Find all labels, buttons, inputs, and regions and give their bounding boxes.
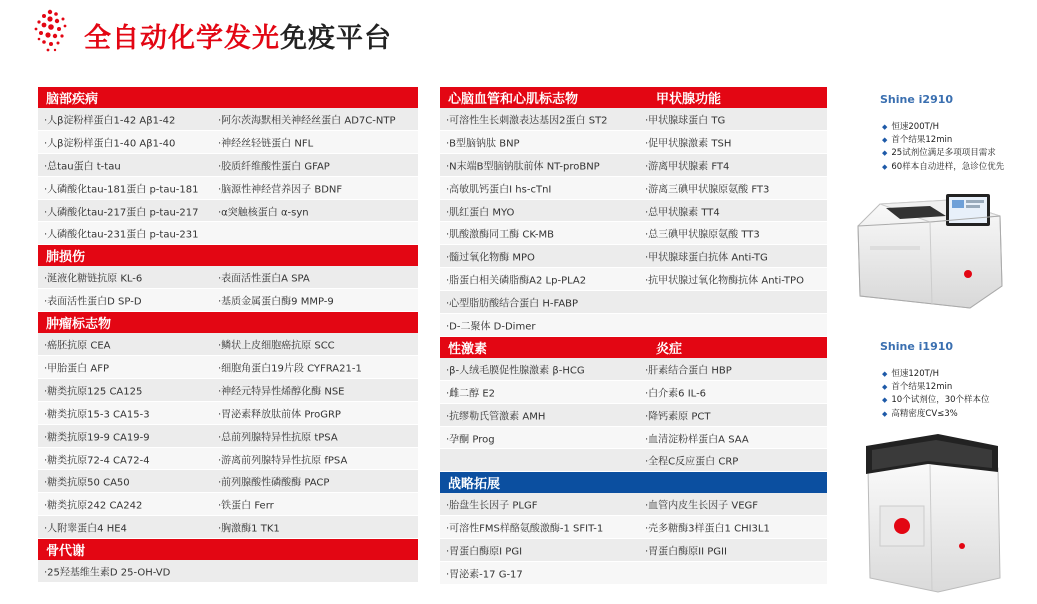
section-header: [38, 245, 418, 266]
test-item: ·游离甲状腺素 FT4: [645, 161, 730, 173]
table-row: [38, 222, 418, 245]
test-item: ·糖类抗原125 CA125: [44, 386, 143, 398]
feature-item: ◆ 高精密度CV≤3%: [882, 408, 958, 419]
section-title: 肺损伤: [46, 250, 86, 266]
table-row: [38, 402, 418, 425]
table-row: [440, 427, 827, 450]
table-row: [440, 562, 827, 585]
test-item: ·全程C反应蛋白 CRP: [645, 456, 739, 468]
table-row: [440, 131, 827, 154]
test-item: ·促甲状腺激素 TSH: [645, 138, 732, 150]
diamond-bullet-icon: ◆: [882, 370, 888, 378]
table-row: [440, 177, 827, 200]
test-item: ·髓过氧化物酶 MPO: [446, 252, 535, 264]
diamond-bullet-icon: ◆: [882, 383, 888, 392]
test-item: ·25羟基维生素D 25-OH-VD: [44, 567, 171, 579]
table-row: [440, 404, 827, 427]
test-item: ·人β淀粉样蛋白1-42 Aβ1-42: [44, 115, 176, 127]
table-row: [38, 448, 418, 471]
test-item: ·高敏肌钙蛋白I hs-cTnI: [446, 184, 552, 196]
section-header: [440, 472, 827, 493]
middle-test-menu: [440, 87, 827, 585]
test-item: ·胸激酶1 TK1: [218, 523, 280, 535]
diamond-bullet-icon: ◆: [882, 149, 888, 158]
product-name: Shine i1910: [880, 340, 954, 353]
table-row: [38, 493, 418, 516]
table-row: [38, 560, 418, 583]
title-red-part: 全自动化学发光: [84, 23, 280, 54]
test-item: ·脂蛋白相关磷脂酶A2 Lp-PLA2: [446, 275, 587, 287]
feature-item: ◆ 60样本自动进样，急诊位优先: [882, 161, 1005, 172]
analyzer-i2910-image: [850, 186, 1010, 314]
diamond-bullet-icon: ◆: [882, 123, 888, 131]
table-row: [440, 493, 827, 516]
test-item: ·胃蛋白酶原I PGI: [446, 546, 523, 558]
feature-item: ◆ 25试剂位满足多项项目需求: [882, 148, 996, 159]
table-row: [440, 381, 827, 404]
test-item: ·表面活性蛋白A SPA: [218, 273, 310, 285]
section-title: 战略拓展: [448, 477, 501, 493]
section-title: 脑部疾病: [46, 92, 99, 107]
test-item: ·糖类抗原15-3 CA15-3: [44, 409, 150, 421]
table-row: [440, 200, 827, 223]
feature-item: ◆ 恒速200T/H: [882, 122, 940, 132]
test-item: ·总tau蛋白 t-tau: [44, 161, 121, 173]
table-row: [440, 516, 827, 539]
table-row: [38, 266, 418, 289]
table-row: [440, 314, 827, 337]
test-item: ·降钙素原 PCT: [645, 411, 711, 423]
test-item: ·血清淀粉样蛋白A SAA: [645, 434, 749, 446]
test-item: ·甲胎蛋白 AFP: [44, 363, 109, 375]
section-header: [440, 87, 827, 108]
section-header: [440, 337, 827, 358]
test-item: ·肌酸激酶同工酶 CK-MB: [446, 229, 554, 241]
test-item: ·可溶性FMS样酪氨酸激酶-1 SFIT-1: [446, 523, 604, 535]
test-item: ·胃泌素释放肽前体 ProGRP: [218, 409, 341, 421]
test-item: ·人磷酸化tau-231蛋白 p-tau-231: [44, 229, 199, 241]
test-item: ·B型脑钠肽 BNP: [446, 138, 520, 150]
table-row: [38, 131, 418, 154]
table-row: [440, 222, 827, 245]
feature-item: ◆ 首个结果12min: [882, 382, 953, 393]
test-item: ·神经丝轻链蛋白 NFL: [218, 138, 314, 150]
test-item: ·阿尔茨海默相关神经丝蛋白 AD7C-NTP: [218, 115, 396, 127]
product-features: [882, 368, 990, 421]
test-item: ·D-二聚体 D-Dimer: [446, 321, 536, 333]
test-item: ·癌胚抗原 CEA: [44, 340, 111, 352]
test-item: ·鳞状上皮细胞癌抗原 SCC: [218, 340, 335, 352]
test-item: ·人附睾蛋白4 HE4: [44, 523, 127, 535]
test-item: ·脑源性神经营养因子 BDNF: [218, 184, 343, 196]
test-item: ·甲状腺球蛋白抗体 Anti-TG: [645, 252, 768, 264]
test-item: ·孕酮 Prog: [446, 434, 495, 446]
test-item: ·胃蛋白酶原II PGII: [645, 546, 727, 558]
section-title: 肿瘤标志物: [46, 317, 112, 333]
table-row: [38, 200, 418, 223]
test-item: ·总前列腺特异性抗原 tPSA: [218, 432, 338, 444]
section-title: 性激素: [448, 341, 488, 357]
table-row: [440, 449, 827, 472]
table-row: [38, 177, 418, 200]
test-item: ·胃泌素-17 G-17: [446, 569, 523, 581]
test-item: ·人磷酸化tau-217蛋白 p-tau-217: [44, 207, 199, 218]
test-item: ·肌红蛋白 MYO: [446, 207, 515, 218]
test-item: ·抗甲状腺过氧化物酶抗体 Anti-TPO: [645, 275, 804, 287]
test-item: ·抗缪勒氏管激素 AMH: [446, 411, 546, 423]
test-item: ·铁蛋白 Ferr: [218, 500, 274, 512]
table-row: [38, 516, 418, 539]
section-title: 骨代谢: [46, 544, 86, 560]
diamond-bullet-icon: ◆: [882, 409, 888, 418]
section-header: [38, 87, 418, 108]
table-row: [440, 539, 827, 562]
test-item: ·表面活性蛋白D SP-D: [44, 296, 142, 308]
product-features: [882, 121, 1004, 174]
table-row: [38, 379, 418, 402]
test-item: ·壳多糖酶3样蛋白1 CHI3L1: [645, 523, 770, 535]
diamond-bullet-icon: ◆: [882, 136, 888, 145]
table-row: [38, 154, 418, 177]
test-item: ·基质金属蛋白酶9 MMP-9: [218, 296, 334, 308]
diamond-bullet-icon: ◆: [882, 396, 888, 405]
feature-item: ◆ 恒速120T/H: [882, 369, 940, 379]
test-item: ·游离三碘甲状腺原氨酸 FT3: [645, 184, 770, 196]
feature-item: ◆ 首个结果12min: [882, 135, 953, 146]
test-item: ·糖类抗原50 CA50: [44, 477, 130, 489]
table-row: [440, 358, 827, 381]
test-item: ·总甲状腺素 TT4: [645, 207, 720, 218]
test-item: ·α突触核蛋白 α-syn: [218, 207, 309, 218]
test-item: ·糖类抗原242 CA242: [44, 500, 143, 512]
test-item: ·甲状腺球蛋白 TG: [645, 115, 726, 127]
test-item: ·β-人绒毛膜促性腺激素 β-HCG: [446, 365, 585, 377]
product-name: Shine i2910: [880, 93, 954, 106]
test-item: ·游离前列腺特异性抗原 fPSA: [218, 455, 348, 467]
test-item: ·人β淀粉样蛋白1-40 Aβ1-40: [44, 138, 176, 150]
test-item: ·血管内皮生长因子 VEGF: [645, 500, 759, 512]
left-test-menu: [38, 87, 418, 583]
test-item: ·涎液化糖链抗原 KL-6: [44, 273, 143, 285]
table-row: [440, 108, 827, 131]
test-item: ·N末端B型脑钠肽前体 NT-proBNP: [446, 161, 600, 173]
test-item: ·糖类抗原19-9 CA19-9: [44, 432, 150, 444]
analyzer-i1910-image: [858, 428, 1008, 596]
test-item: ·糖类抗原72-4 CA72-4: [44, 455, 150, 467]
table-row: [440, 291, 827, 314]
table-row: [440, 245, 827, 268]
section-header: [38, 312, 418, 333]
diamond-bullet-icon: ◆: [882, 162, 888, 171]
table-row: [38, 333, 418, 356]
test-item: ·总三碘甲状腺原氨酸 TT3: [645, 229, 760, 241]
test-item: ·雌二醇 E2: [446, 388, 496, 400]
brand-logo-icon: [30, 8, 70, 56]
section-title: 心脑血管和心肌标志物: [448, 92, 579, 107]
test-item: ·可溶性生长刺激表达基因2蛋白 ST2: [446, 115, 608, 127]
test-item: ·心型脂肪酸结合蛋白 H-FABP: [446, 298, 579, 310]
section-title-secondary: 炎症: [656, 341, 683, 357]
section-header: [38, 539, 418, 560]
table-row: [440, 268, 827, 291]
test-item: ·肝素结合蛋白 HBP: [645, 365, 732, 377]
table-row: [38, 356, 418, 379]
table-row: [440, 154, 827, 177]
test-item: ·细胞角蛋白19片段 CYFRA21-1: [218, 363, 362, 375]
table-row: [38, 470, 418, 493]
table-row: [38, 425, 418, 448]
test-item: ·白介素6 IL-6: [645, 388, 707, 400]
table-row: [38, 289, 418, 312]
table-row: [38, 108, 418, 131]
test-item: ·前列腺酸性磷酸酶 PACP: [218, 477, 330, 489]
page-title: [84, 16, 392, 55]
section-title-secondary: 甲状腺功能: [656, 92, 722, 107]
feature-item: ◆ 10个试剂位，30个样本位: [882, 395, 990, 406]
test-item: ·胎盘生长因子 PLGF: [446, 500, 538, 512]
title-dark-part: 免疫平台: [280, 23, 392, 54]
test-item: ·胶质纤维酸性蛋白 GFAP: [218, 161, 330, 173]
test-item: ·神经元特异性烯醇化酶 NSE: [218, 386, 345, 398]
test-item: ·人磷酸化tau-181蛋白 p-tau-181: [44, 184, 199, 196]
